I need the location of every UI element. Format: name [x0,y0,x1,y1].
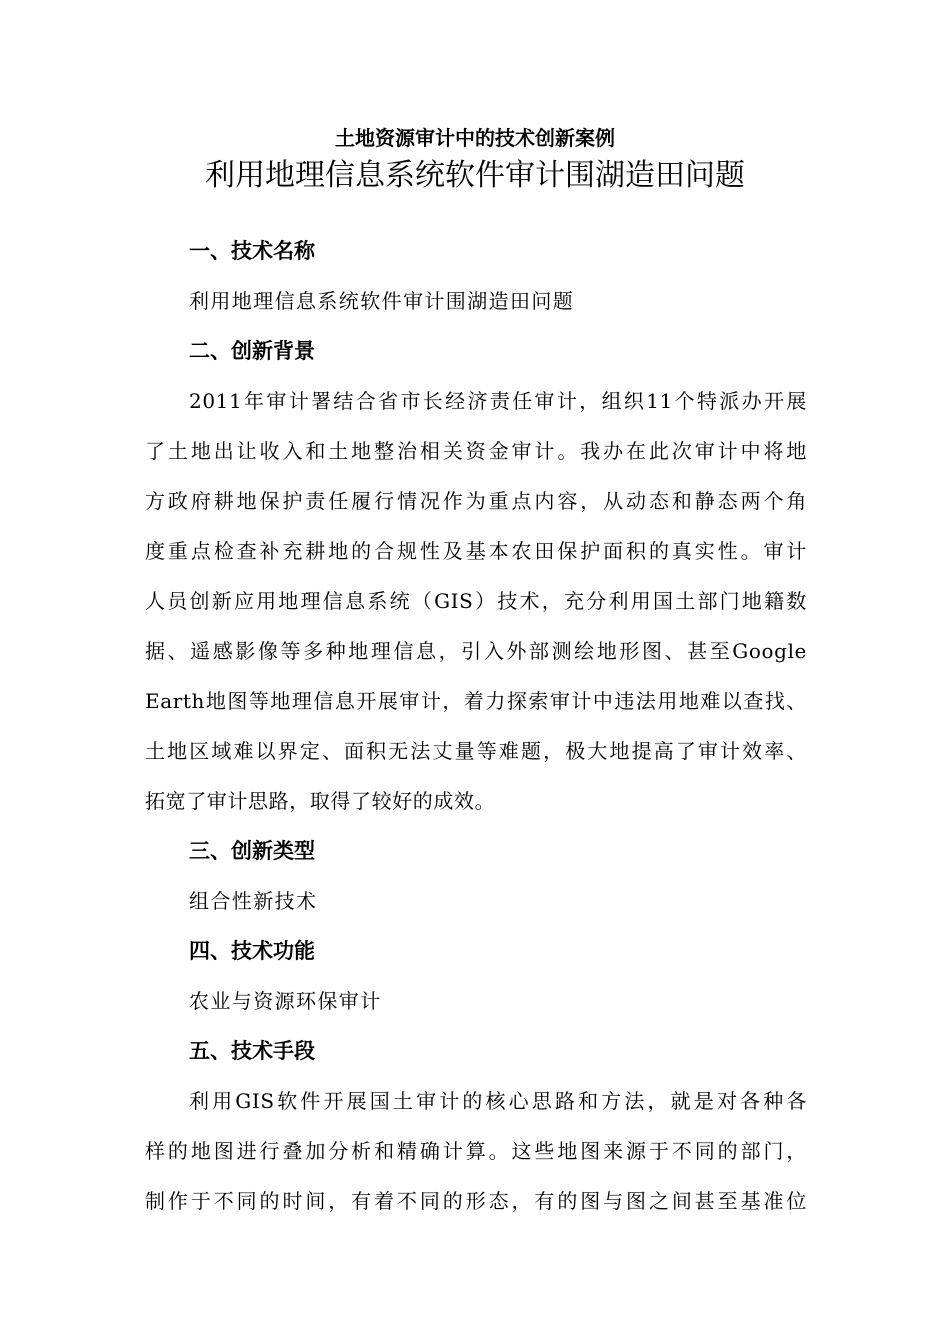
paragraph-line: 2011年审计署结合省市长经济责任审计，组织11个特派办开展 [189,389,807,413]
section-heading-tech-function: 四、技术功能 [189,939,315,963]
document-subtitle: 土地资源审计中的技术创新案例 [335,126,615,150]
paragraph-line: 人员创新应用地理信息系统（GIS）技术，充分利用国土部门地籍数 [145,589,807,613]
section-heading-tech-means: 五、技术手段 [189,1039,315,1063]
section-heading-background: 二、创新背景 [189,339,315,363]
section-text-innovation-type: 组合性新技术 [189,889,318,913]
paragraph-line: 度重点检查补充耕地的合规性及基本农田保护面积的真实性。审计 [145,539,807,563]
section-text-tech-function: 农业与资源环保审计 [189,989,382,1013]
paragraph-line: Earth地图等地理信息开展审计，着力探索审计中违法用地难以查找、 [145,689,807,713]
paragraph-line: 制作于不同的时间，有着不同的形态，有的图与图之间甚至基准位 [145,1189,807,1213]
document-title: 利用地理信息系统软件审计围湖造田问题 [205,158,745,193]
section-paragraph-background [145,376,807,826]
paragraph-line: 样的地图进行叠加分析和精确计算。这些地图来源于不同的部门， [145,1139,807,1163]
section-heading-innovation-type: 三、创新类型 [189,839,315,863]
paragraph-line: 土地区域难以界定、面积无法丈量等难题，极大地提高了审计效率、 [145,739,807,763]
paragraph-line: 拓宽了审计思路，取得了较好的成效。 [145,789,496,813]
paragraph-line: 了土地出让收入和土地整治相关资金审计。我办在此次审计中将地 [145,439,807,463]
section-heading-tech-name: 一、技术名称 [189,239,315,263]
paragraph-line: 方政府耕地保护责任履行情况作为重点内容，从动态和静态两个角 [145,489,807,513]
section-paragraph-tech-means [145,1076,807,1226]
section-text-tech-name: 利用地理信息系统软件审计围湖造田问题 [189,289,575,313]
document-body [145,226,807,1226]
paragraph-line: 利用GIS软件开展国土审计的核心思路和方法，就是对各种各 [189,1089,807,1113]
paragraph-line: 据、遥感影像等多种地理信息，引入外部测绘地形图、甚至Google [145,639,807,663]
